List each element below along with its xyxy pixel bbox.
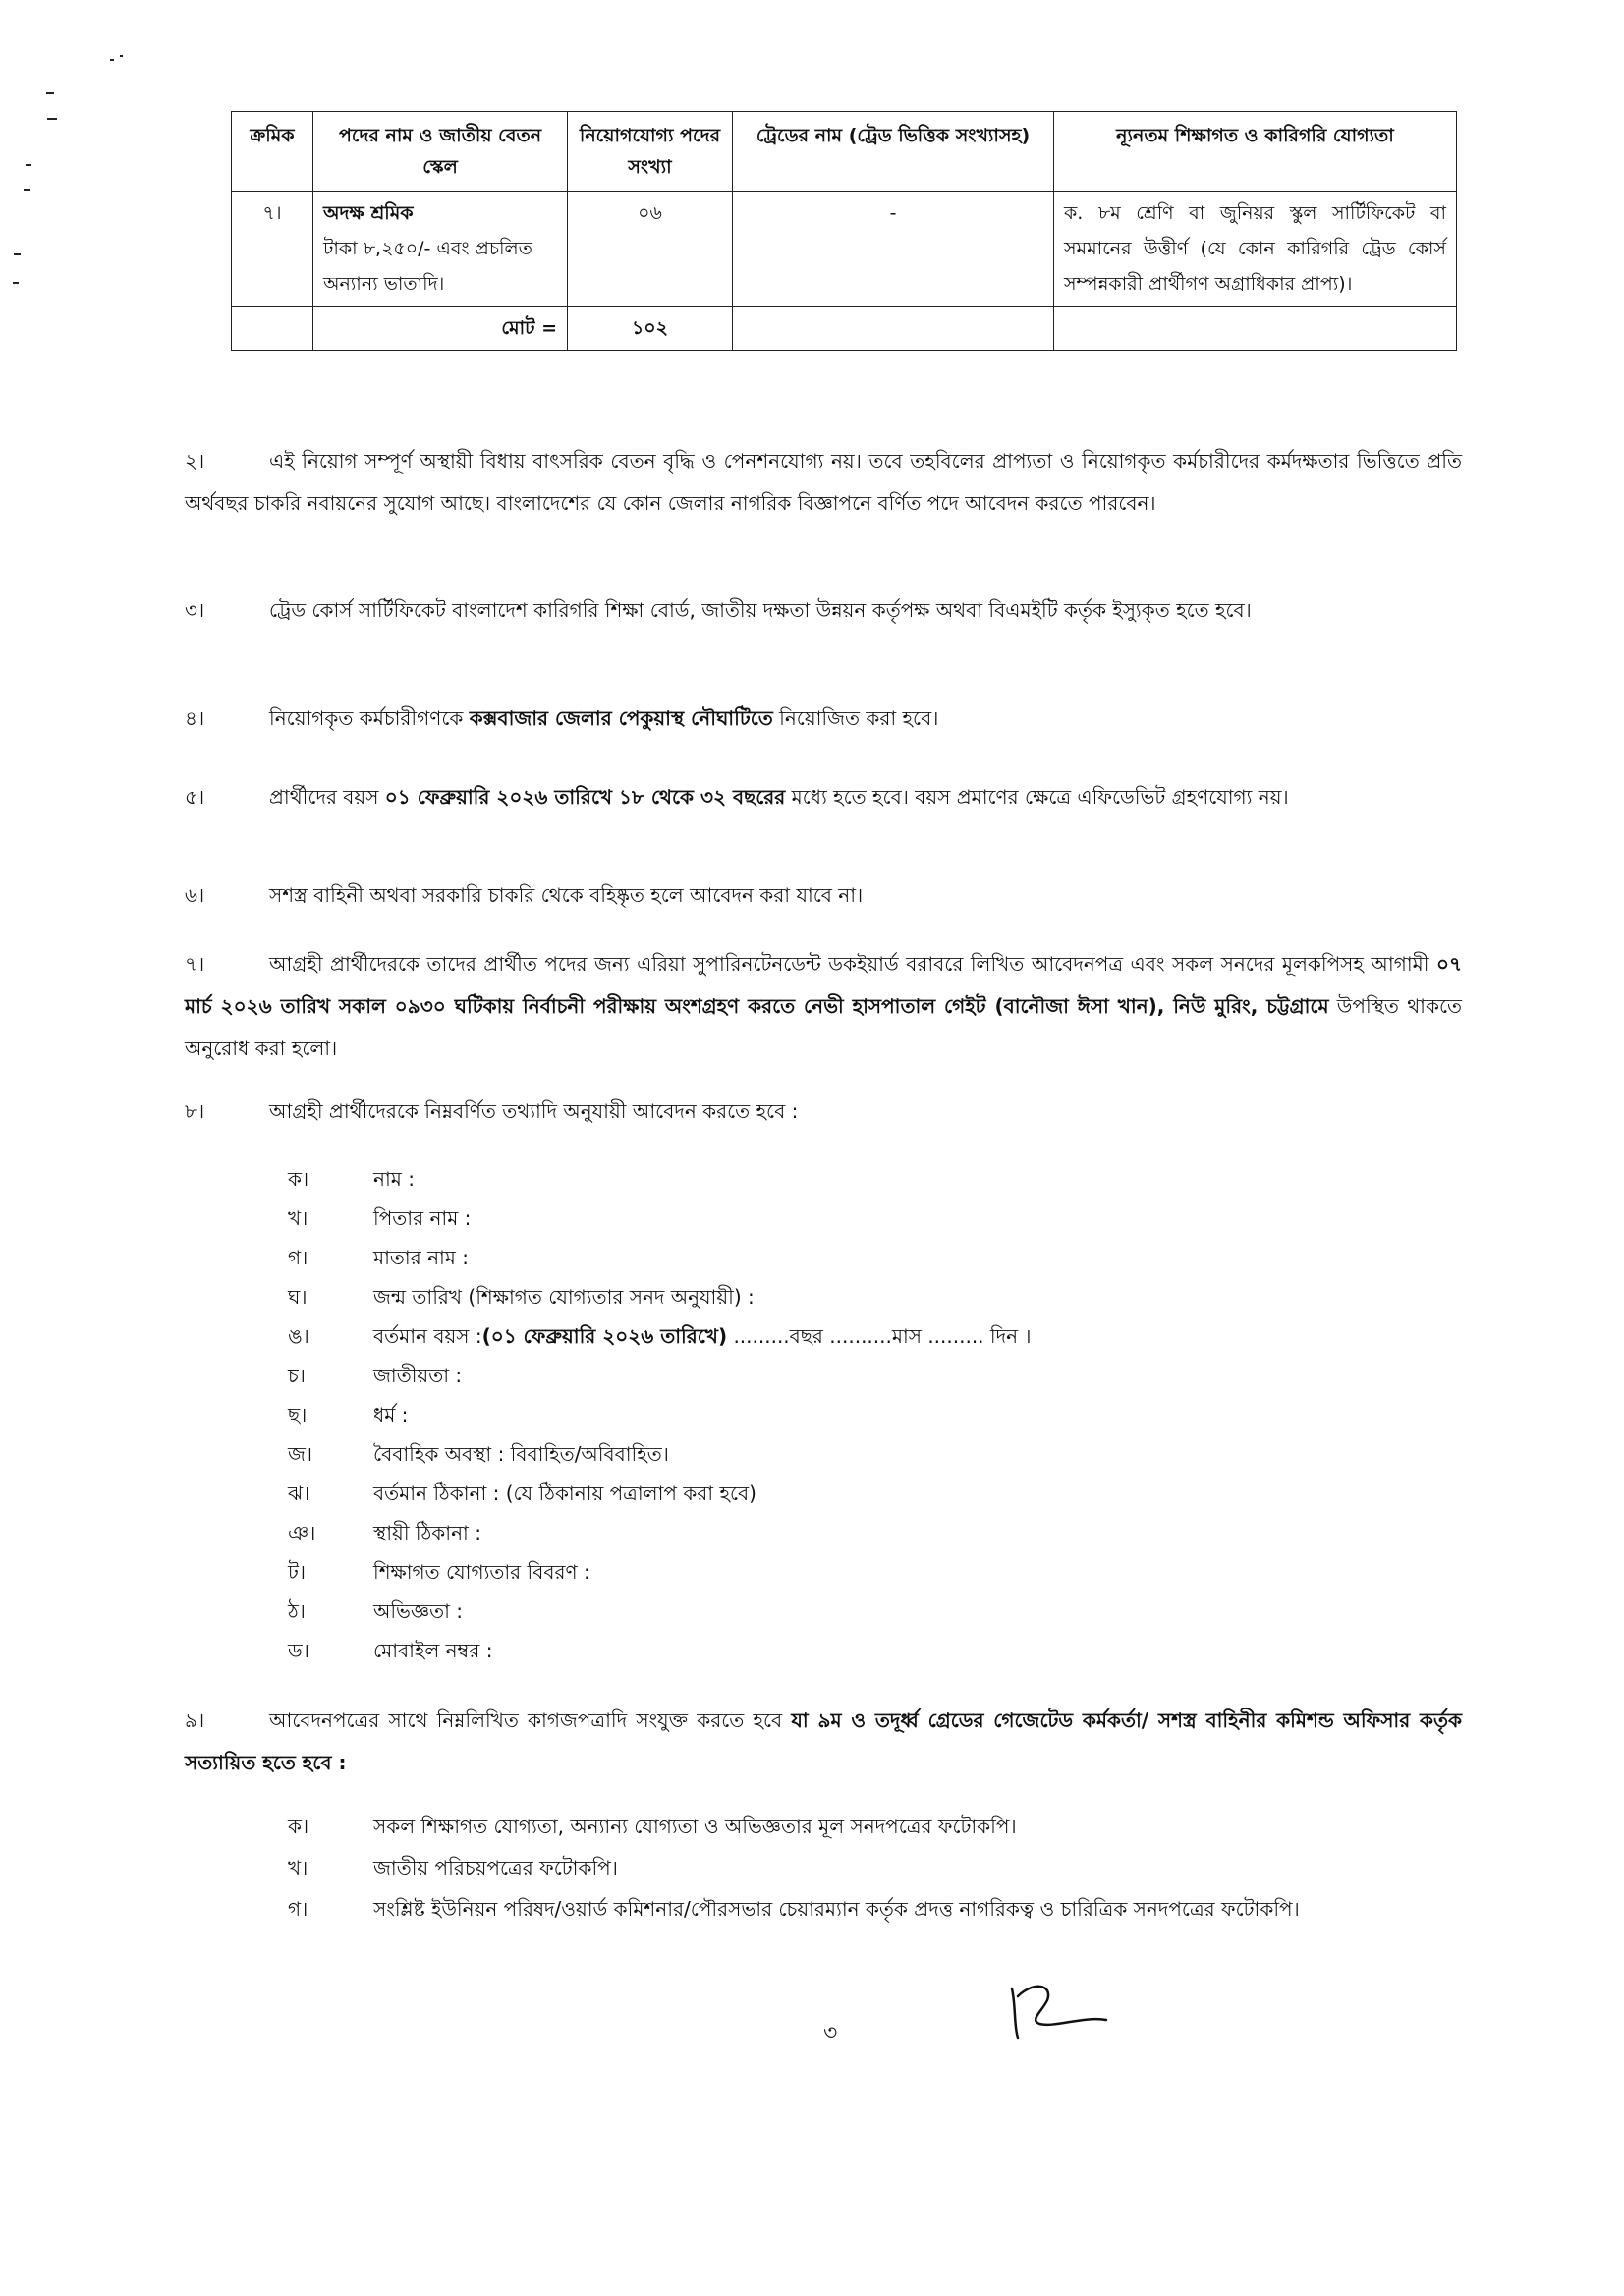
paragraph-number: ৪।: [185, 706, 205, 730]
paragraph-text: আগ্রহী প্রার্থীদেরকে তাদের প্রার্থীত পদের জন্য এরিয়া সুপারিনটেনডেন্ট ডকইয়ার্ড বরাবরে লিখিত আবেদনপত্র এবং সকল সনদের মূলকপিসহ আগামী: [269, 952, 1436, 976]
paragraph-number: ৩।: [185, 598, 205, 622]
cell-empty: [733, 307, 1054, 351]
paragraph-8: [185, 1091, 1462, 1133]
cell-serial: ৭।: [232, 192, 313, 307]
list-item: খ। পিতার নাম :: [288, 1206, 472, 1230]
scan-mark: [110, 59, 114, 61]
age-limit: ০১ ফেব্রুয়ারি ২০২৬ তারিখে ১৮ থেকে ৩২ বছরের: [384, 785, 786, 809]
paragraph-4: [185, 698, 1462, 740]
paragraph-text: উপস্থিত থাকতে অনুরোধ করা হলো।: [185, 994, 1462, 1060]
list-item: ঝ। বর্তমান ঠিকানা : (যে ঠিকানায় পত্রালাপ করা হবে): [288, 1482, 756, 1505]
scan-mark: [13, 282, 19, 284]
paragraph-text: আবেদনপত্রের সাথে নিম্নলিখিত কাগজপত্রাদি সংযুক্ত করতে হবে: [269, 1708, 792, 1732]
scan-mark: [24, 189, 30, 191]
deployment-location: কক্সবাজার জেলার পেকুয়াস্থ নৌঘাটিতে: [469, 706, 773, 730]
exam-schedule: ০৭ মার্চ ২০২৬ তারিখ সকাল ০৯৩০ ঘটিকায় নির্বাচনী পরীক্ষায় অংশগ্রহণ করতে নেভী হাসপাতাল গেইট (বানৌজা ঈসা খান), নিউ মুরিং, চট্টগ্রামে: [185, 952, 1462, 1018]
list-item: ঞ। স্থায়ী ঠিকানা :: [288, 1521, 481, 1544]
paragraph-7: [185, 943, 1462, 1070]
list-item: খ। জাতীয় পরিচয়পত্রের ফটোকপি।: [288, 1856, 618, 1879]
application-info-list: [288, 1159, 1457, 1670]
scan-mark: [26, 164, 31, 166]
paragraph-text: সশস্ত্র বাহিনী অথবা সরকারি চাকরি থেকে বহিষ্কৃত হলে আবেদন করা যাবে না।: [269, 883, 864, 907]
header-post-name: পদের নাম ও জাতীয় বেতন স্কেল: [313, 112, 568, 192]
cell-empty: [232, 307, 313, 351]
paragraph-3: [185, 589, 1462, 632]
cell-post: [313, 192, 568, 307]
paragraph-text: নিয়োজিত করা হবে।: [772, 706, 939, 730]
signature-icon: [1004, 1977, 1112, 2049]
list-item: ঙ। বর্তমান বয়স : (০১ ফেব্রুয়ারি ২০২৬ তারিখে) .........বছর ..........মাস ......... দিন ।: [288, 1316, 1457, 1356]
list-item: ঠ। অভিজ্ঞতা :: [288, 1599, 463, 1623]
paragraph-number: ৯।: [185, 1708, 205, 1732]
scan-mark: [120, 55, 123, 57]
header-trade-name: ট্রেডের নাম (ট্রেড ভিত্তিক সংখ্যাসহ): [733, 112, 1054, 192]
paragraph-text: ট্রেড কোর্স সার্টিফিকেট বাংলাদেশ কারিগরি শিক্ষা বোর্ড, জাতীয় দক্ষতা উন্নয়ন কর্তৃপক্ষ অথবা বিএমইটি কর্তৃক ইস্যুকৃত হতে হবে।: [269, 598, 1252, 622]
scan-mark: [46, 92, 54, 94]
header-qualification: ন্যূনতম শিক্ষাগত ও কারিগরি যোগ্যতা: [1054, 112, 1457, 192]
table-total-row: [232, 307, 1457, 351]
scan-mark: [47, 118, 57, 120]
paragraph-6: [185, 874, 1462, 917]
list-item: গ। সংশ্লিষ্ট ইউনিয়ন পরিষদ/ওয়ার্ড কমিশনার/পৌরসভার চেয়ারম্যান কর্তৃক প্রদত্ত নাগরিকত্ব ও চারিত্রিক সনদপত্রের ফটোকপি।: [288, 1897, 1300, 1921]
cell-qualification: ক. ৮ম শ্রেণি বা জুনিয়র স্কুল সার্টিফিকেট বা সমমানের উত্তীর্ণ (যে কোন কারিগরি ট্রেড কোর্স সম্পন্নকারী প্রার্থীগণ অগ্রাধিকার প্রাপ্য)।: [1054, 192, 1457, 307]
paragraph-text: আগ্রহী প্রার্থীদেরকে নিম্নবর্ণিত তথ্যাদি অনুযায়ী আবেদন করতে হবে :: [269, 1099, 799, 1123]
table-row: [232, 192, 1457, 307]
paragraph-2: [185, 440, 1462, 525]
header-serial: ক্রমিক: [232, 112, 313, 192]
list-item: ঘ। জন্ম তারিখ (শিক্ষাগত যোগ্যতার সনদ অনুযায়ী) :: [288, 1285, 755, 1309]
list-item: ট। শিক্ষাগত যোগ্যতার বিবরণ :: [288, 1560, 590, 1584]
post-scale: টাকা ৮,২৫০/- এবং প্রচলিত অন্যান্য ভাতাদি।: [323, 238, 532, 295]
cell-trade: -: [733, 192, 1054, 307]
age-reference-date: (০১ ফেব্রুয়ারি ২০২৬ তারিখে): [481, 1324, 728, 1348]
paragraph-number: ২।: [185, 449, 205, 473]
post-title: অদক্ষ শ্রমিক: [323, 202, 414, 224]
list-item: গ। মাতার নাম :: [288, 1246, 470, 1269]
attestation-requirement: যা ৯ম ও তদূর্ধ্ব গ্রেডের গেজেটেড কর্মকর্তা/ সশস্ত্র বাহিনীর কমিশন্ড অফিসার কর্তৃক সত্যায়িত হতে হবে :: [185, 1708, 1463, 1774]
list-item: ছ। ধর্ম :: [288, 1403, 409, 1427]
list-item: ড। মোবাইল নম্বর :: [288, 1639, 493, 1662]
paragraph-number: ৫।: [185, 785, 205, 809]
list-item: চ। জাতীয়তা :: [288, 1364, 463, 1387]
paragraph-number: ৭।: [185, 952, 205, 976]
table-header-row: [232, 112, 1457, 192]
paragraph-text: এই নিয়োগ সম্পূর্ণ অস্থায়ী বিধায় বাৎসরিক বেতন বৃদ্ধি ও পেনশনযোগ্য নয়। তবে তহবিলের প্রাপ্যতা ও নিয়োগকৃত কর্মচারীদের কর্মদক্ষতার ভিত্তিতে প্রতি অর্থবছর চাকরি নবায়নের সুযোগ আছে। বাংলাদেশের যে কোন জেলার নাগরিক বিজ্ঞাপনে বর্ণিত পদে আবেদন করতে পারবেন।: [185, 449, 1462, 515]
cell-count: ০৬: [568, 192, 733, 307]
vacancy-table: [231, 111, 1457, 351]
paragraph-number: ৬।: [185, 883, 205, 907]
cell-empty: [1054, 307, 1457, 351]
total-label: মোট =: [313, 307, 568, 351]
paragraph-number: ৮।: [185, 1099, 205, 1123]
paragraph-9: [185, 1700, 1462, 1784]
header-post-count: নিয়োগযোগ্য পদের সংখ্যা: [568, 112, 733, 192]
page-number: ৩: [823, 2021, 838, 2045]
paragraph-text: মধ্যে হতে হবে। বয়স প্রমাণের ক্ষেত্রে এফিডেভিট গ্রহণযোগ্য নয়।: [785, 785, 1289, 809]
list-item: ক। সকল শিক্ষাগত যোগ্যতা, অন্যান্য যোগ্যতা ও অভিজ্ঞতার মূল সনদপত্রের ফটোকপি।: [288, 1815, 1017, 1838]
paragraph-text: নিয়োগকৃত কর্মচারীগণকে: [269, 706, 470, 730]
scan-mark: [14, 253, 21, 255]
required-documents-list: [288, 1806, 1457, 1888]
list-item: ক। নাম :: [288, 1167, 415, 1191]
paragraph-5: [185, 776, 1462, 818]
list-item: জ। বৈবাহিক অবস্থা : বিবাহিত/অবিবাহিত।: [288, 1442, 669, 1466]
total-value: ১০২: [568, 307, 733, 351]
paragraph-text: প্রার্থীদের বয়স: [269, 785, 385, 809]
